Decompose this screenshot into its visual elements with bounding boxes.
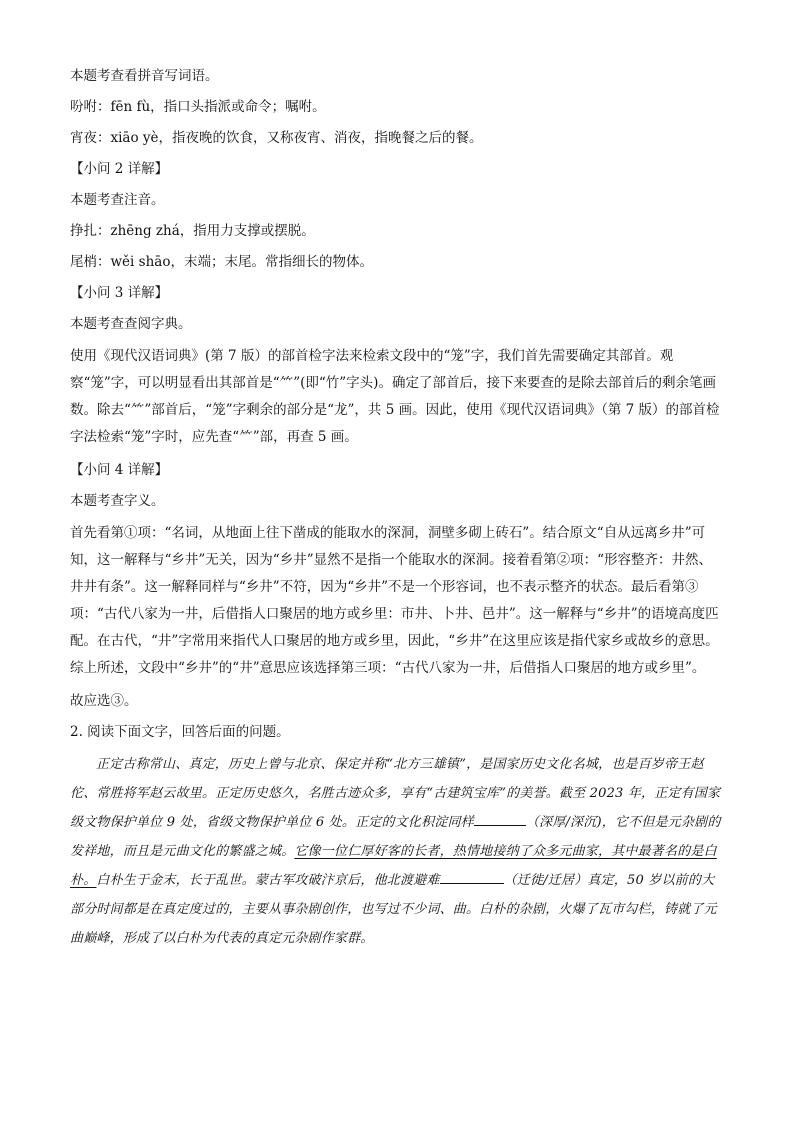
answer-line: 故应选③。: [70, 693, 138, 709]
fill-blank-2: [440, 869, 504, 884]
text-line: 挣扎：zhēng zhá，指用力支撑或摆脱。: [70, 223, 315, 239]
reading-passage: [70, 750, 724, 953]
section-heading: 【小问 2 详解】: [70, 161, 169, 177]
page-content: [70, 64, 724, 953]
fill-blank-1: [474, 811, 526, 826]
text-line: 本题考查字义。: [70, 493, 165, 509]
paragraph: 使用《现代汉语词典》(第 7 版）的部首检字法来检索文段中的“笼”字，我们首先需要确定其部首。观察“笼”字，可以明显看出其部首是“⺮”(即“竹”字头)。确定了部首后，接下来要查的是除去部首后的剩余笔画数。除去“⺮”部首后，“笼”字剩余的部分是“龙”，共 5 画。因此，使用《现代汉语词典》（第 7 版）的部首检字法检索“笼”字时，应先查“⺮”部，再查 5 画。: [70, 348, 720, 445]
passage-text: （深厚/深沉)，它不但是元杂剧的发祥地，而且是元曲文化的繁盛之城。: [70, 815, 721, 859]
text-line: 尾梢：wěi shāo，末端；末尾。常指细长的物体。: [70, 254, 373, 270]
text-line: 本题考查注音。: [70, 192, 165, 208]
passage-text: 白朴生于金末，长于乱世。蒙古军攻破汴京后，他北渡避难: [96, 873, 440, 888]
passage-text: 正定古称常山、真定，历史上曾与北京、保定并称“北方三雄镇”，是国家历史文化名城，也是百岁帝王赵佗、常胜将军赵云故里。正定历史悠久，名胜古迹众多，享有“古建筑宝库”的美誉。截至 2023 年，正定有国家级文物保护单位 9 处，省级文物保护单位 6 处。正定的文化积淀同样: [70, 757, 721, 830]
text-line: 吩咐：fēn fù，指口头指派或命令；嘱咐。: [70, 99, 326, 115]
underlined-sentence: 它像一位仁厚好客的长者，热情地接纳了众多元曲家，其中最著名的是白朴。: [70, 844, 717, 888]
paragraph: 首先看第①项：“名词，从地面上往下凿成的能取水的深洞，洞壁多砌上砖石”。结合原文“自从远离乡井”可知，这一解释与“乡井”无关，因为“乡井”显然不是指一个能取水的深洞。接着看第②项：“形容整齐：井然、井井有条”。这一解释同样与“乡井”不符，因为“乡井”不是一个形容词，也不表示整齐的状态。最后看第③项：“古代八家为一井，后借指人口聚居的地方或乡里：市井、卜井、邑井”。这一解释与“乡井”的语境高度匹配。在古代，“井”字常用来指代人口聚居的地方或乡里，因此，“乡井”在这里应该是指代家乡或故乡的意思。综上所述，文段中“乡井”的“井”意思应该选择第三项：“古代八家为一井，后借指人口聚居的地方或乡里”。: [70, 525, 719, 676]
text-line: 宵夜：xiāo yè，指夜晚的饮食，又称夜宵、消夜，指晚餐之后的餐。: [70, 130, 483, 146]
section-heading: 【小问 3 详解】: [70, 285, 169, 301]
passage-text: （迁徙/迁居）真定，50 岁以前的大部分时间都是在真定度过的，主要从事杂剧创作，也写过不少词、曲。白朴的杂剧，火爆了瓦市勾栏，铸就了元曲巅峰，形成了以白朴为代表的真定元杂剧作家群。: [70, 873, 717, 946]
text-line: 本题考查查阅字典。: [70, 316, 192, 332]
section-heading: 【小问 4 详解】: [70, 462, 169, 478]
question-heading: 2. 阅读下面文字，回答后面的问题。: [70, 724, 290, 740]
text-line: 本题考查看拼音写词语。: [70, 68, 219, 84]
